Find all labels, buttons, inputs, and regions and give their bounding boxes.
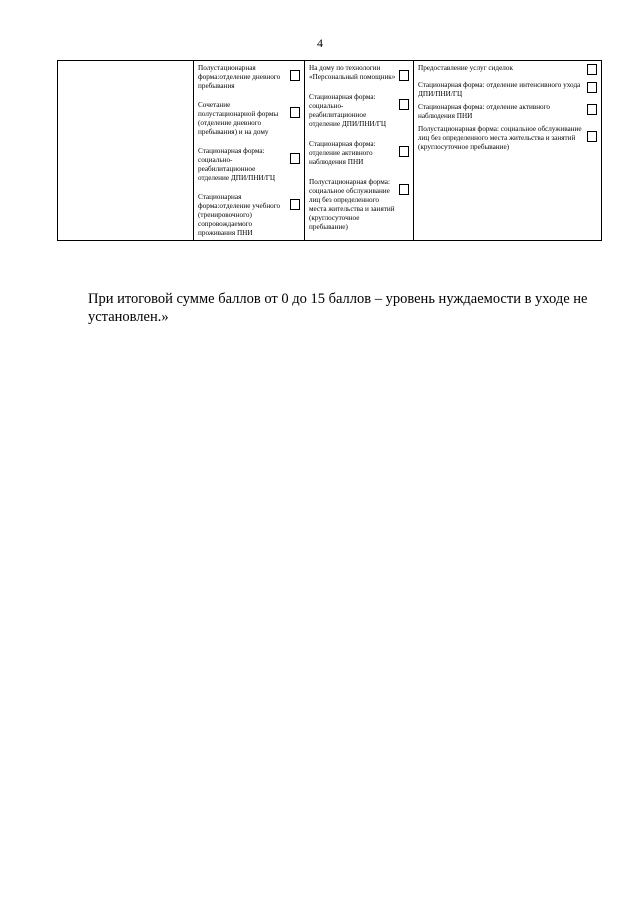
empty-cell (58, 61, 194, 241)
option-label: На дому по технологии «Персональный помощник» (309, 64, 396, 81)
option-homeless-service (309, 178, 409, 232)
assessment-note: При итоговой сумме баллов от 0 до 15 баллов – уровень нуждаемости в уходе не установлен.» (88, 291, 588, 325)
table-row (58, 61, 602, 241)
option-day-care-and-home (198, 101, 300, 137)
checkbox[interactable] (290, 199, 300, 210)
option-supported-living (198, 193, 300, 238)
checkbox[interactable] (587, 64, 597, 75)
checkbox[interactable] (290, 153, 300, 164)
option-label: Стационарная форма: социально-реабилитационное отделение ДПИ/ПНИ/ГЦ (309, 93, 387, 128)
page-number: 4 (317, 36, 323, 50)
checkbox[interactable] (290, 107, 300, 118)
option-day-care (198, 64, 300, 91)
checkbox[interactable] (587, 82, 597, 93)
column-b-cell (305, 61, 414, 241)
option-label: Предоставление услуг сиделок (418, 64, 513, 72)
care-form-table (57, 60, 602, 241)
option-label: Стационарная форма: отделение активного наблюдения ПНИ (418, 103, 551, 120)
option-intensive-care (418, 81, 597, 99)
option-label: Стационарная форма: социально-реабилитационное отделение ДПИ/ПНИ/ГЦ (198, 147, 276, 182)
checkbox[interactable] (399, 184, 409, 195)
option-active-observation (309, 140, 409, 167)
column-c-cell (414, 61, 602, 241)
checkbox[interactable] (399, 99, 409, 110)
option-label: Стационарная форма: отделение интенсивного ухода ДПИ/ПНИ/ГЦ (418, 81, 581, 98)
checkbox[interactable] (399, 70, 409, 81)
option-label: Сочетание полустационарной формы (отделение дневного пребывания) и на дому (198, 101, 279, 136)
option-rehab-department (309, 93, 409, 129)
checkbox[interactable] (399, 146, 409, 157)
option-rehab-department (198, 147, 300, 183)
option-label: Полустационарная форма: социальное обслуживание лиц без определенного места жительства и занятий (круглосуточное пребывание) (418, 125, 582, 151)
option-personal-assistant (309, 64, 409, 82)
option-caregiver-services (418, 64, 597, 75)
checkbox[interactable] (587, 131, 597, 142)
checkbox[interactable] (290, 70, 300, 81)
option-label: Стационарная форма:отделение учебного (тренировочного) сопровождаемого проживания ПНИ (198, 193, 281, 237)
option-homeless-service (418, 125, 597, 152)
option-label: Полустационарная форма: социальное обслуживание лиц без определенного места жительства и занятий (круглосуточное пребывание) (309, 178, 395, 231)
checkbox[interactable] (587, 104, 597, 115)
column-a-cell (194, 61, 305, 241)
option-label: Полустационарная форма:отделение дневного пребывания (198, 64, 281, 90)
option-active-observation (418, 103, 597, 121)
option-label: Стационарная форма: отделение активного наблюдения ПНИ (309, 140, 376, 166)
